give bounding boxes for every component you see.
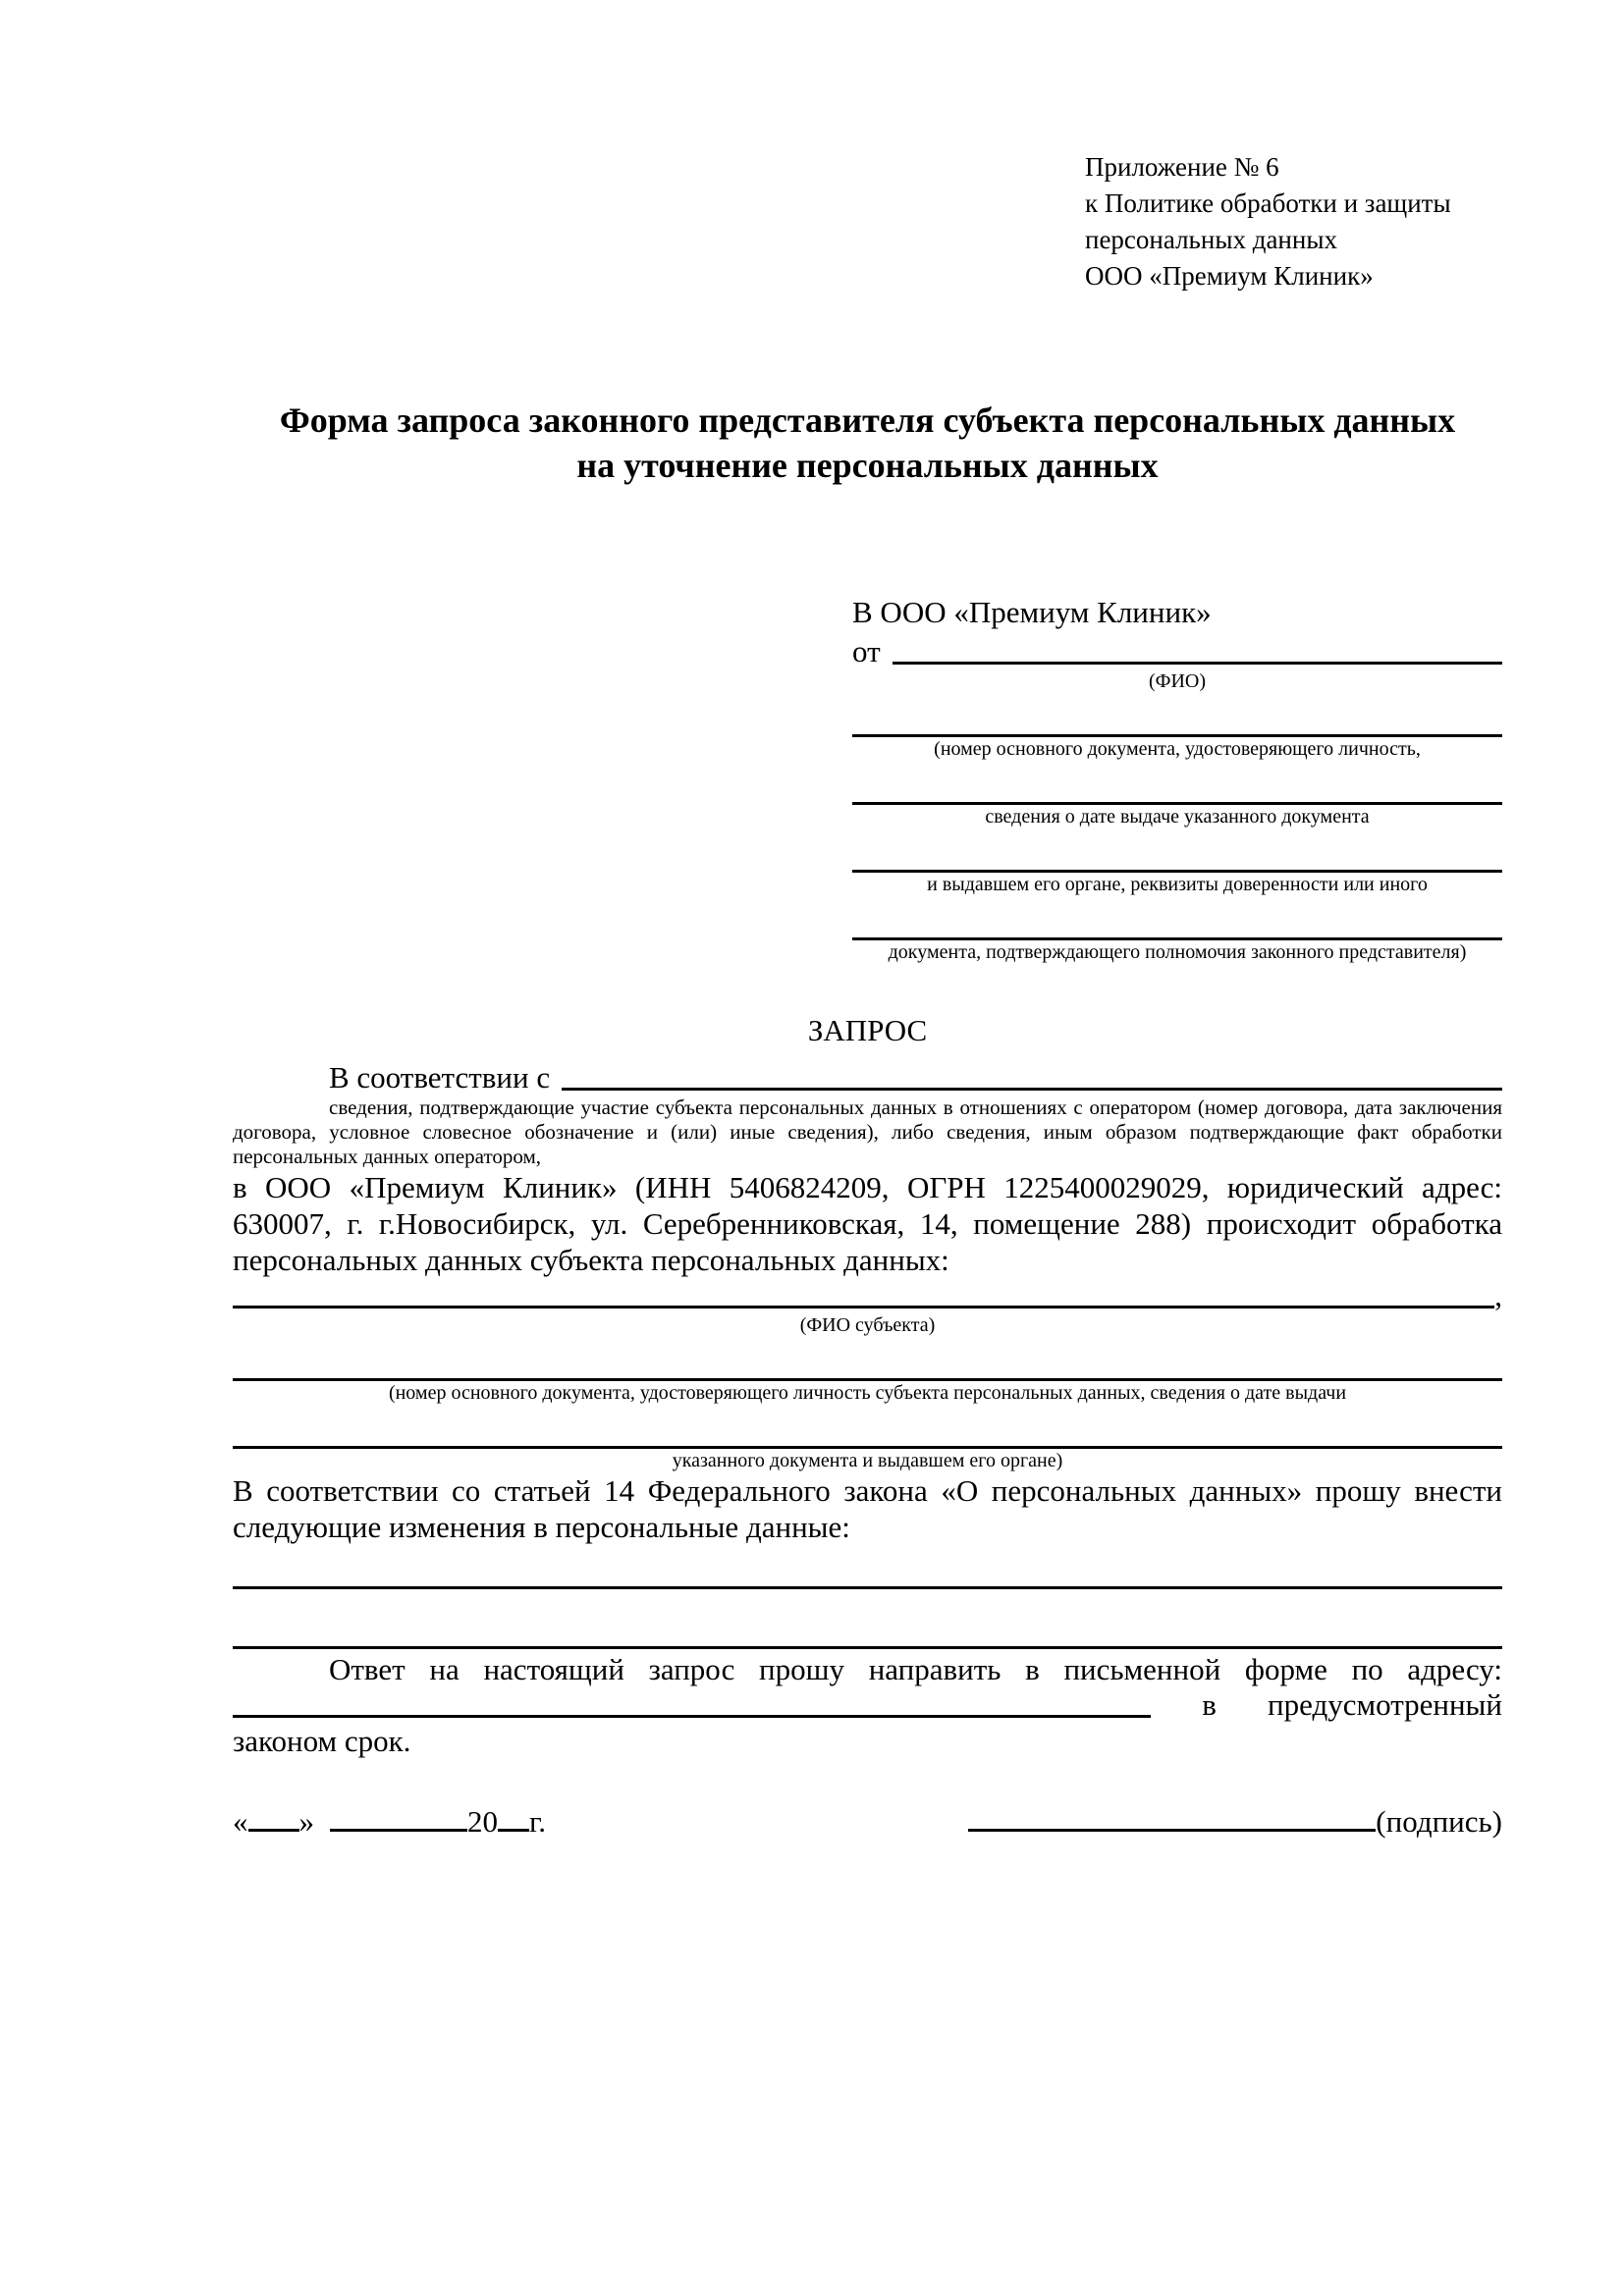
fio-caption: (ФИО) xyxy=(1148,670,1206,692)
answer-word-v: в xyxy=(1202,1687,1217,1722)
date-quote-open: « xyxy=(233,1804,248,1839)
from-row xyxy=(852,630,1502,669)
year-suffix: г. xyxy=(529,1804,546,1839)
year-prefix: 20 xyxy=(467,1804,498,1839)
addressee-block xyxy=(852,594,1502,964)
addressee-to: В ООО «Премиум Клиник» xyxy=(852,595,1212,629)
accordance-row xyxy=(233,1056,1502,1095)
subject-document-caption-1: (номер основного документа, удостоверяющего личность субъекта персональных данных, сведения о дате выдачи xyxy=(388,1382,1347,1404)
subject-document-blank-line-1 xyxy=(233,1337,1502,1381)
accordance-footnote: сведения, подтверждающие участие субъекта персональных данных в отношениях с оператором (номер договора, дата заключения договора, условное словесное обозначение и (или) иные сведения), либо сведения, иным образом подтверждающие факт обработки персональных данных оператором, xyxy=(233,1095,1502,1168)
from-label: от xyxy=(852,634,881,668)
issuing-authority-blank-line xyxy=(852,828,1502,873)
answer-address-blank-line xyxy=(233,1715,1151,1718)
appendix-line: к Политике обработки и защиты xyxy=(1085,188,1451,218)
signature-blank-line xyxy=(968,1825,1376,1832)
accordance-label: В соответствии с xyxy=(329,1060,551,1095)
subject-fio-caption: (ФИО субъекта) xyxy=(799,1314,936,1336)
representative-document-caption: (номер основного документа, удостоверяющего личность, xyxy=(934,738,1421,760)
signature-field xyxy=(968,1803,1502,1840)
operator-paragraph: в ООО «Премиум Клиник» (ИНН 5406824209, ОГРН 1225400029029, юридический адрес: 630007, г. г.Новосибирск, ул. Серебренниковская, 14, помещение 288) происходит обработка персональных данных субъекта персональных данных: xyxy=(233,1170,1502,1277)
representative-fio-blank-line xyxy=(893,662,1502,665)
accordance-blank-line xyxy=(562,1088,1502,1091)
issue-date-caption: сведения о дате выдаче указанного документа xyxy=(985,806,1370,828)
representative-document-blank-line xyxy=(852,693,1502,737)
footer-row xyxy=(233,1803,1502,1840)
form-title-line2: на уточнение персональных данных xyxy=(576,446,1159,485)
authority-proof-caption: документа, подтверждающего полномочия законного представителя) xyxy=(888,941,1467,963)
date-field xyxy=(233,1803,546,1840)
issuing-authority-caption: и выдавшем его органе, реквизиты доверенности или иного xyxy=(927,874,1428,895)
article-14-paragraph: В соответствии со статьей 14 Федерального закона «О персональных данных» прошу внести следующие изменения в персональные данные: xyxy=(233,1473,1502,1544)
form-title xyxy=(233,398,1502,488)
subject-fio-row xyxy=(233,1278,1502,1313)
appendix-line: ООО «Премиум Клиник» xyxy=(1085,261,1374,291)
appendix-block xyxy=(1085,149,1502,294)
subject-fio-comma: , xyxy=(1494,1278,1502,1312)
form-title-line1: Форма запроса законного представителя субъекта персональных данных xyxy=(279,400,1456,440)
day-blank-line xyxy=(248,1825,299,1832)
answer-tail: законом срок. xyxy=(233,1724,411,1758)
year-blank-line xyxy=(498,1825,529,1832)
subject-document-caption-2: указанного документа и выдавшем его органе) xyxy=(672,1450,1063,1471)
answer-word-predusmotrenny: предусмотренный xyxy=(1268,1687,1502,1722)
issue-date-blank-line xyxy=(852,761,1502,805)
month-blank-line xyxy=(330,1825,467,1832)
appendix-line: персональных данных xyxy=(1085,225,1337,254)
changes-blank-line-2 xyxy=(233,1589,1502,1649)
request-heading: ЗАПРОС xyxy=(807,1013,928,1047)
authority-proof-blank-line xyxy=(852,896,1502,940)
date-quote-close: » xyxy=(298,1804,314,1839)
subject-fio-blank-line xyxy=(233,1306,1494,1308)
appendix-line: Приложение № 6 xyxy=(1085,152,1279,182)
answer-address-row xyxy=(233,1687,1502,1723)
answer-paragraph: Ответ на настоящий запрос прошу направить в письменной форме по адресу: xyxy=(329,1652,1502,1686)
signature-caption: (подпись) xyxy=(1376,1804,1502,1839)
subject-document-blank-line-2 xyxy=(233,1405,1502,1449)
changes-blank-line-1 xyxy=(233,1549,1502,1589)
